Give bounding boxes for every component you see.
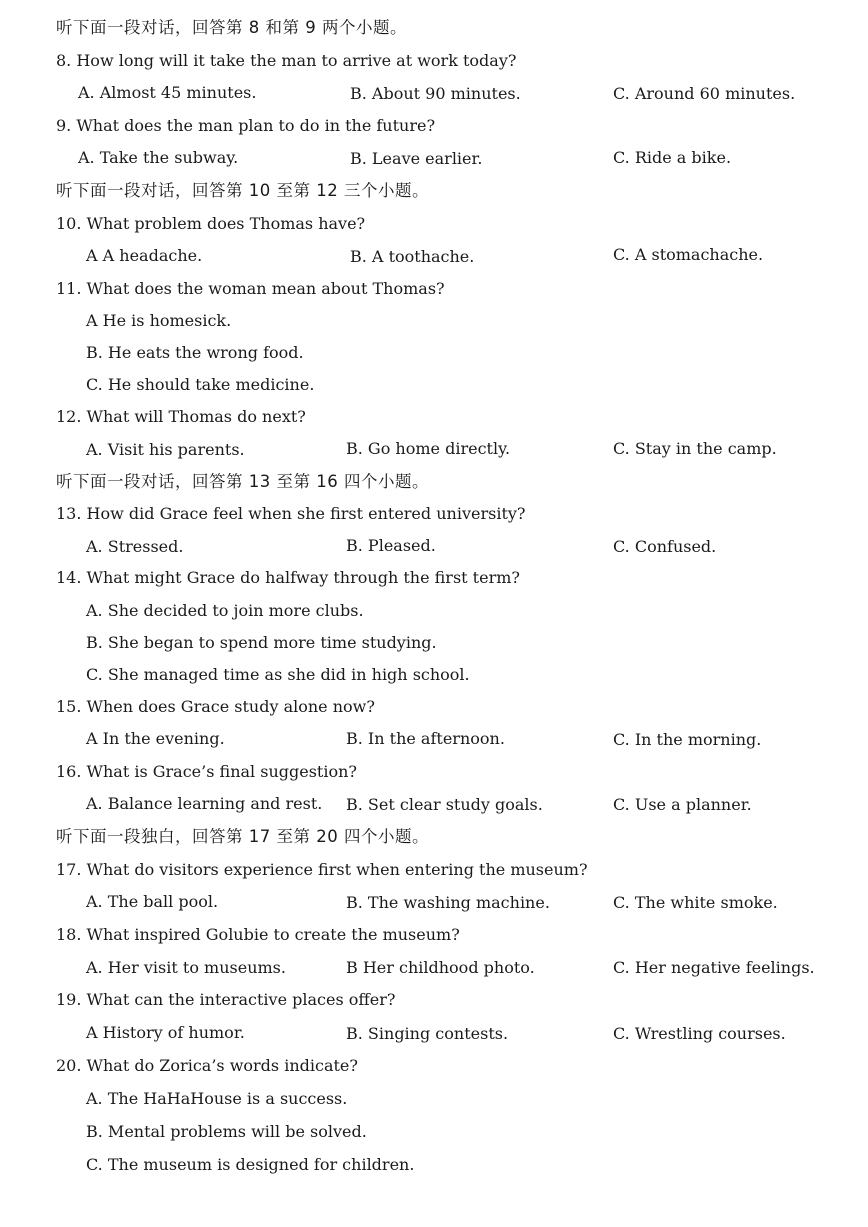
question-9-option-c: C. Ride a bike. bbox=[613, 148, 732, 167]
question-18-option-b: B Her childhood photo. bbox=[346, 958, 535, 977]
question-16: 16. What is Grace’s final suggestion? bbox=[56, 762, 357, 781]
question-12-option-a: A. Visit his parents. bbox=[86, 440, 245, 459]
question-13-option-c: C. Confused. bbox=[613, 537, 717, 556]
section-heading-13-16: 听下面一段对话，回答第 13 至第 16 四个小题。 bbox=[56, 472, 429, 491]
question-17-option-c: C. The white smoke. bbox=[613, 893, 778, 912]
question-10: 10. What problem does Thomas have? bbox=[56, 214, 366, 233]
question-20-option-b: B. Mental problems will be solved. bbox=[86, 1122, 367, 1141]
question-11: 11. What does the woman mean about Thomas? bbox=[56, 279, 445, 298]
question-19-option-b: B. Singing contests. bbox=[346, 1024, 509, 1043]
question-20-option-c: C. The museum is designed for children. bbox=[86, 1155, 415, 1174]
section-heading-8-9: 听下面一段对话，回答第 8 和第 9 两个小题。 bbox=[56, 18, 407, 37]
question-19-option-a: A History of humor. bbox=[86, 1023, 245, 1042]
question-14-option-c: C. She managed time as she did in high school. bbox=[86, 665, 470, 684]
question-13-option-b: B. Pleased. bbox=[346, 536, 436, 555]
question-18-option-c: C. Her negative feelings. bbox=[613, 958, 815, 977]
question-13: 13. How did Grace feel when she first entered university? bbox=[56, 504, 526, 523]
question-20-option-a: A. The HaHaHouse is a success. bbox=[86, 1089, 348, 1108]
question-15: 15. When does Grace study alone now? bbox=[56, 697, 375, 716]
question-8-option-a: A. Almost 45 minutes. bbox=[78, 83, 257, 102]
question-9-option-b: B. Leave earlier. bbox=[350, 149, 483, 168]
question-8-option-b: B. About 90 minutes. bbox=[350, 84, 521, 103]
question-19: 19. What can the interactive places offer? bbox=[56, 990, 396, 1009]
question-18-option-a: A. Her visit to museums. bbox=[86, 958, 286, 977]
question-12-option-c: C. Stay in the camp. bbox=[613, 439, 777, 458]
question-20: 20. What do Zorica’s words indicate? bbox=[56, 1056, 358, 1075]
question-10-option-c: C. A stomachache. bbox=[613, 245, 764, 264]
question-17-option-b: B. The washing machine. bbox=[346, 893, 550, 912]
question-14-option-b: B. She began to spend more time studying. bbox=[86, 633, 437, 652]
question-15-option-c: C. In the morning. bbox=[613, 730, 762, 749]
question-9: 9. What does the man plan to do in the future? bbox=[56, 116, 436, 135]
question-17-option-a: A. The ball pool. bbox=[86, 892, 219, 911]
question-9-option-a: A. Take the subway. bbox=[78, 148, 239, 167]
question-14-option-a: A. She decided to join more clubs. bbox=[86, 601, 364, 620]
question-12-option-b: B. Go home directly. bbox=[346, 439, 511, 458]
question-16-option-a: A. Balance learning and rest. bbox=[86, 794, 323, 813]
question-10-option-a: A A headache. bbox=[86, 246, 203, 265]
question-19-option-c: C. Wrestling courses. bbox=[613, 1024, 786, 1043]
question-14: 14. What might Grace do halfway through the first term? bbox=[56, 568, 520, 587]
question-16-option-b: B. Set clear study goals. bbox=[346, 795, 543, 814]
question-12: 12. What will Thomas do next? bbox=[56, 407, 306, 426]
question-13-option-a: A. Stressed. bbox=[86, 537, 184, 556]
question-11-option-a: A He is homesick. bbox=[86, 311, 232, 330]
section-heading-10-12: 听下面一段对话，回答第 10 至第 12 三个小题。 bbox=[56, 181, 429, 200]
question-15-option-a: A In the evening. bbox=[86, 729, 225, 748]
question-16-option-c: C. Use a planner. bbox=[613, 795, 752, 814]
question-18: 18. What inspired Golubie to create the museum? bbox=[56, 925, 460, 944]
question-10-option-b: B. A toothache. bbox=[350, 247, 475, 266]
question-15-option-b: B. In the afternoon. bbox=[346, 729, 505, 748]
question-11-option-c: C. He should take medicine. bbox=[86, 375, 315, 394]
section-heading-17-20: 听下面一段独白，回答第 17 至第 20 四个小题。 bbox=[56, 827, 429, 846]
question-8: 8. How long will it take the man to arrive at work today? bbox=[56, 51, 517, 70]
question-11-option-b: B. He eats the wrong food. bbox=[86, 343, 304, 362]
question-17: 17. What do visitors experience first when entering the museum? bbox=[56, 860, 588, 879]
question-8-option-c: C. Around 60 minutes. bbox=[613, 84, 796, 103]
